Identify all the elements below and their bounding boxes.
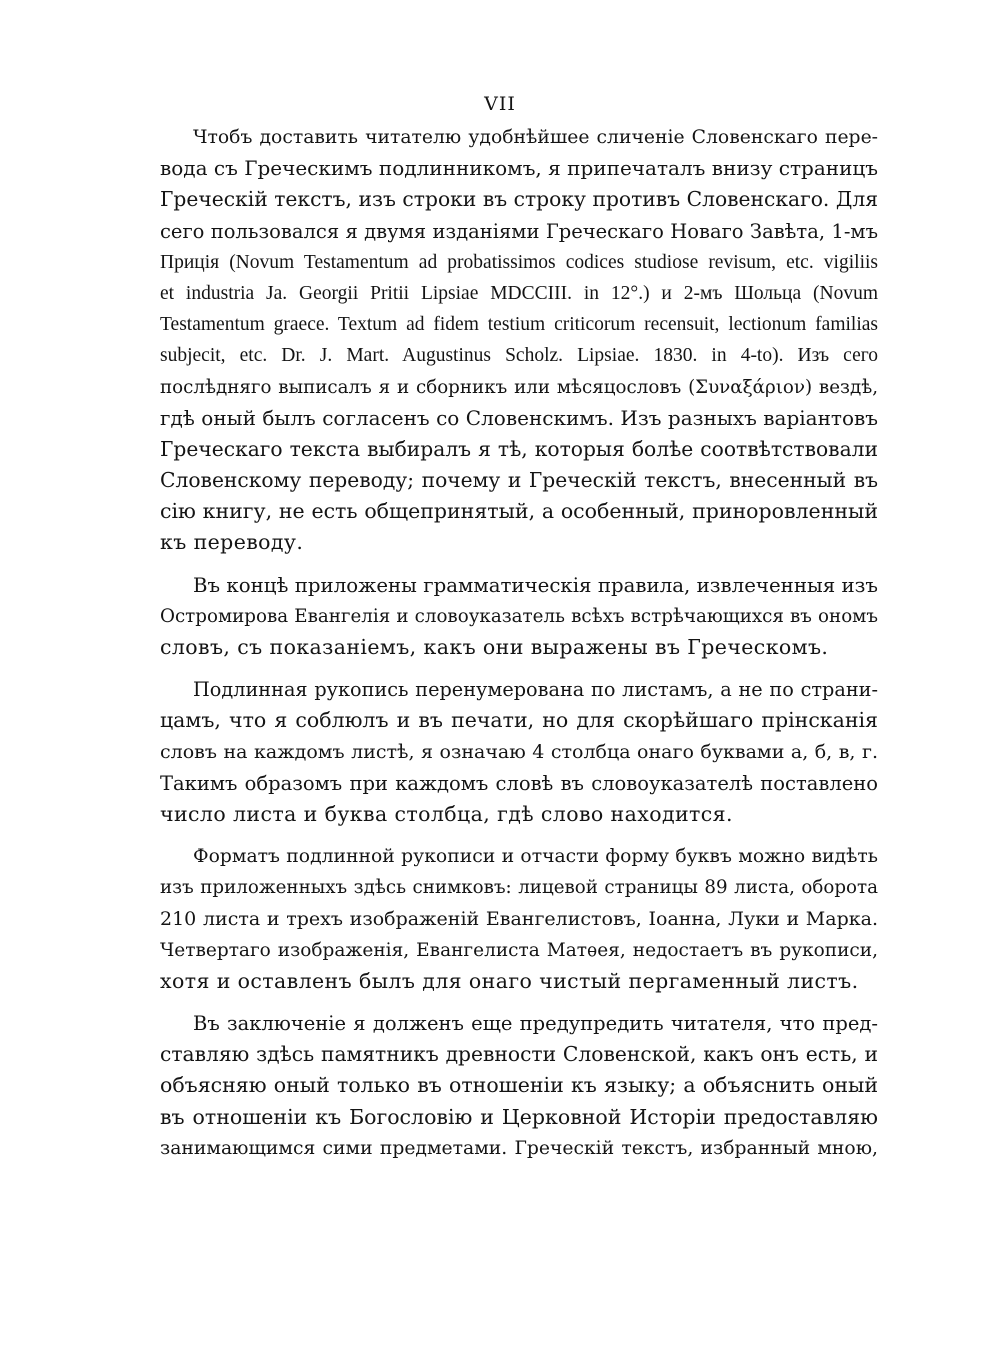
paragraph-manuscript-numbering xyxy=(160,674,878,830)
text-line: изъ приложенныхъ здѣсь снимковъ: лицевой страницы 89 листа, оборота xyxy=(160,877,878,899)
text-line: et industria Ja. Georgii Pritii Lipsiae MDCCIII. in 12°.) и 2-мъ Шольца (Novum xyxy=(160,282,878,304)
text-line: занимающимся сими предметами. Греческій текстъ, избранный мною, xyxy=(160,1137,878,1159)
text-line: Подлинная рукопись перенумерована по листамъ, а не по страни- xyxy=(193,678,878,702)
text-line: Чтобъ доставить читателю удобнѣйшее сличеніе Словенскаго пере- xyxy=(193,127,878,148)
text-line: цамъ, что я соблюлъ и въ печати, но для скорѣйшаго прінсканія xyxy=(160,708,878,733)
text-line: Форматъ подлинной рукописи и отчасти форму буквъ можно видѣть xyxy=(193,846,878,868)
text-line: Четвертаго изображенія, Евангелиста Матѳея, недостаетъ въ рукописи, xyxy=(160,939,878,961)
text-line: гдѣ оный былъ согласенъ со Словенскимъ. Изъ разныхъ варіантовъ xyxy=(160,405,878,430)
text-line: Остромирова Евангелія и словоуказатель всѣхъ встрѣчающихся въ ономъ xyxy=(160,605,878,627)
text-line: хотя и оставленъ былъ для онаго чистый пергаменный листъ. xyxy=(160,968,859,993)
text-line: вода съ Греческимъ подлинникомъ, я припечаталъ внизу страницъ xyxy=(160,156,878,181)
page-number: VII xyxy=(484,93,516,115)
text-line: ставляю здѣсь памятникъ древности Словенской, какъ онъ есть, и xyxy=(160,1042,878,1067)
paragraph-preface-greek-text xyxy=(160,122,878,559)
text-line: послѣдняго выписалъ я и сборникъ или мѣсяцословъ (Συναξάριον) вездѣ, xyxy=(160,376,878,398)
text-line: Греческій текстъ, изъ строки въ строку противъ Словенскаго. Для xyxy=(160,187,878,212)
text-line: объясняю оный только въ отношеніи къ языку; а объяснить оный xyxy=(160,1073,878,1098)
text-line: Testamentum graece. Textum ad fidem testium criticorum recensuit, lectionum familias xyxy=(160,314,878,336)
text-line: сего пользовался я двумя изданіями Греческаго Новаго Завѣта, 1-мъ xyxy=(160,219,878,243)
paragraph-grammar-appendix xyxy=(160,570,878,664)
text-line: Словенскому переводу; почему и Греческій текстъ, внесенный въ xyxy=(160,468,878,493)
text-line: subjecit, etc. Dr. J. Mart. Augustinus Scholz. Lipsiae. 1830. in 4-to). Изъ сего xyxy=(160,345,878,367)
text-line: 210 листа и трехъ изображеній Евангелистовъ, Іоанна, Луки и Марка. xyxy=(160,907,878,930)
paragraph-manuscript-format xyxy=(160,841,878,997)
text-line: словъ, съ показаніемъ, какъ они выражены въ Греческомъ. xyxy=(160,635,829,659)
text-line: сію книгу, не есть общепринятый, а особенный, приноровленный xyxy=(160,499,878,524)
text-line: Прицiя (Novum Testamentum ad probatissimos codices studiose revisum, etc. vigiliis xyxy=(160,251,878,273)
body-text xyxy=(160,122,878,1164)
text-line: число листа и буква столбца, гдѣ слово находится. xyxy=(160,801,733,826)
paragraph-conclusion xyxy=(160,1008,878,1164)
text-line: Въ концѣ приложены грамматическія правила, извлеченныя изъ xyxy=(193,573,878,597)
text-line: Греческаго текста выбиралъ я тѣ, которыя болѣе соотвѣтствовали xyxy=(160,436,878,461)
text-line: Такимъ образомъ при каждомъ словѣ въ словоуказателѣ поставлено xyxy=(160,771,878,795)
text-line: словъ на каждомъ листѣ, я означаю 4 столбца онаго буквами а, б, в, г. xyxy=(160,740,878,763)
text-line: къ переводу. xyxy=(160,530,304,555)
text-line: Въ заключеніе я долженъ еще предупредить читателя, что пред- xyxy=(193,1012,878,1036)
text-line: въ отношеніи къ Богословію и Церковной Исторіи предоставляю xyxy=(160,1104,878,1129)
